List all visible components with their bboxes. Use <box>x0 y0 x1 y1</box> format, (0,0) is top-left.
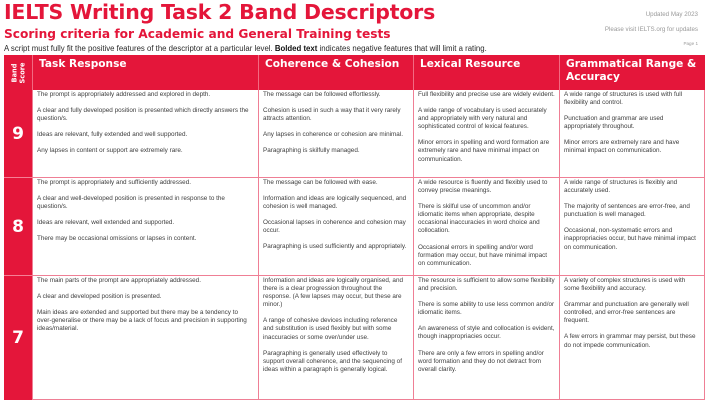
band-score-label: Band Score <box>9 62 26 83</box>
updated-date: Updated May 2023 <box>645 11 698 18</box>
document-subtitle: Scoring criteria for Academic and General Training tests <box>4 27 391 41</box>
intro-text-start: A script must fully fit the positive features of the descriptor at a particular level. <box>4 44 275 53</box>
column-header-coherence-cohesion: Coherence & Cohesion <box>258 55 413 90</box>
band-score-header <box>4 55 32 90</box>
page-number: Page 1 <box>683 41 698 46</box>
band-score-9: 9 <box>4 90 32 177</box>
cell-band8-grammatical-range: A wide range of structures is flexibly and accurately used. The majority of sentences are error-free, and punctuation is well managed. Occasional, non-systematic errors and inappropriacies occur, but have minimal impact on communication. <box>559 177 705 275</box>
visit-link[interactable]: Please visit IELTS.org for updates <box>604 26 698 33</box>
cell-band9-coherence-cohesion: The message can be followed effortlessly. Cohesion is used in such a way that it very rarely attracts attention. Any lapses in coherence or cohesion are minimal. Paragraphing is skilfully managed. <box>258 90 413 177</box>
cell-band7-task-response: The main parts of the prompt are appropriately addressed. A clear and developed position is presented. Main ideas are extended and supported but there may be a tendency to over-generalise or there may be a lack of focus and precision in supporting ideas/material. <box>32 275 258 400</box>
column-header-task-response: Task Response <box>32 55 258 90</box>
intro-bold-text: Bolded text <box>274 44 318 53</box>
cell-band9-lexical-resource: Full flexibility and precise use are widely evident. A wide range of vocabulary is used accurately and appropriately with very natural and sophisticated control of lexical features. Minor errors in spelling and word formation are extremely rare and have minimal impact on communication. <box>413 90 559 177</box>
band-score-7: 7 <box>4 275 32 400</box>
column-header-lexical-resource: Lexical Resource <box>413 55 559 90</box>
cell-band7-grammatical-range: A variety of complex structures is used with some flexibility and accuracy. Grammar and punctuation are generally well controlled, and error-free sentences are frequent. A few errors in grammar may persist, but these do not impede communication. <box>559 275 705 400</box>
intro-text <box>4 44 487 53</box>
cell-band7-lexical-resource: The resource is sufficient to allow some flexibility and precision. There is some ability to use less common and/or idiomatic items. An awareness of style and collocation is evident, though inappropriacies occur. There are only a few errors in spelling and/or word formation and they do not detract from overall clarity. <box>413 275 559 400</box>
cell-band8-lexical-resource: A wide resource is fluently and flexibly used to convey precise meanings. There is skilful use of uncommon and/or idiomatic items when appropriate, despite occasional inaccuracies in word choice and collocation. Occasional errors in spelling and/or word formation may occur, but have minimal impact on communication. <box>413 177 559 275</box>
cell-band8-coherence-cohesion: The message can be followed with ease. Information and ideas are logically sequenced, and cohesion is well managed. Occasional lapses in coherence and cohesion may occur. Paragraphing is used sufficiently and appropriately. <box>258 177 413 275</box>
band-descriptors-table <box>4 55 705 400</box>
document-title: IELTS Writing Task 2 Band Descriptors <box>4 0 436 24</box>
cell-band7-coherence-cohesion: Information and ideas are logically organised, and there is a clear progression throughout the response. (A few lapses may occur, but these are minor.) A range of cohesive devices including reference and substitution is used flexibly but with some inaccuracies or some over/under use. Paragraphing is generally used effectively to support overall coherence, and the sequencing of ideas within a paragraph is generally logical. <box>258 275 413 400</box>
column-header-grammatical-range-accuracy: Grammatical Range & Accuracy <box>559 55 705 90</box>
cell-band8-task-response: The prompt is appropriately and sufficiently addressed. A clear and well-developed position is presented in response to the question/s. Ideas are relevant, well extended and supported. There may be occasional omissions or lapses in content. <box>32 177 258 275</box>
intro-text-end: indicates negative features that will limit a rating. <box>317 44 487 53</box>
cell-band9-grammatical-range: A wide range of structures is used with full flexibility and control. Punctuation and grammar are used appropriately throughout. Minor errors are extremely rare and have minimal impact on communication. <box>559 90 705 177</box>
cell-band9-task-response: The prompt is appropriately addressed and explored in depth. A clear and fully developed position is presented which directly answers the question/s. Ideas are relevant, fully extended and well supported. Any lapses in content or support are extremely rare. <box>32 90 258 177</box>
band-score-8: 8 <box>4 177 32 275</box>
